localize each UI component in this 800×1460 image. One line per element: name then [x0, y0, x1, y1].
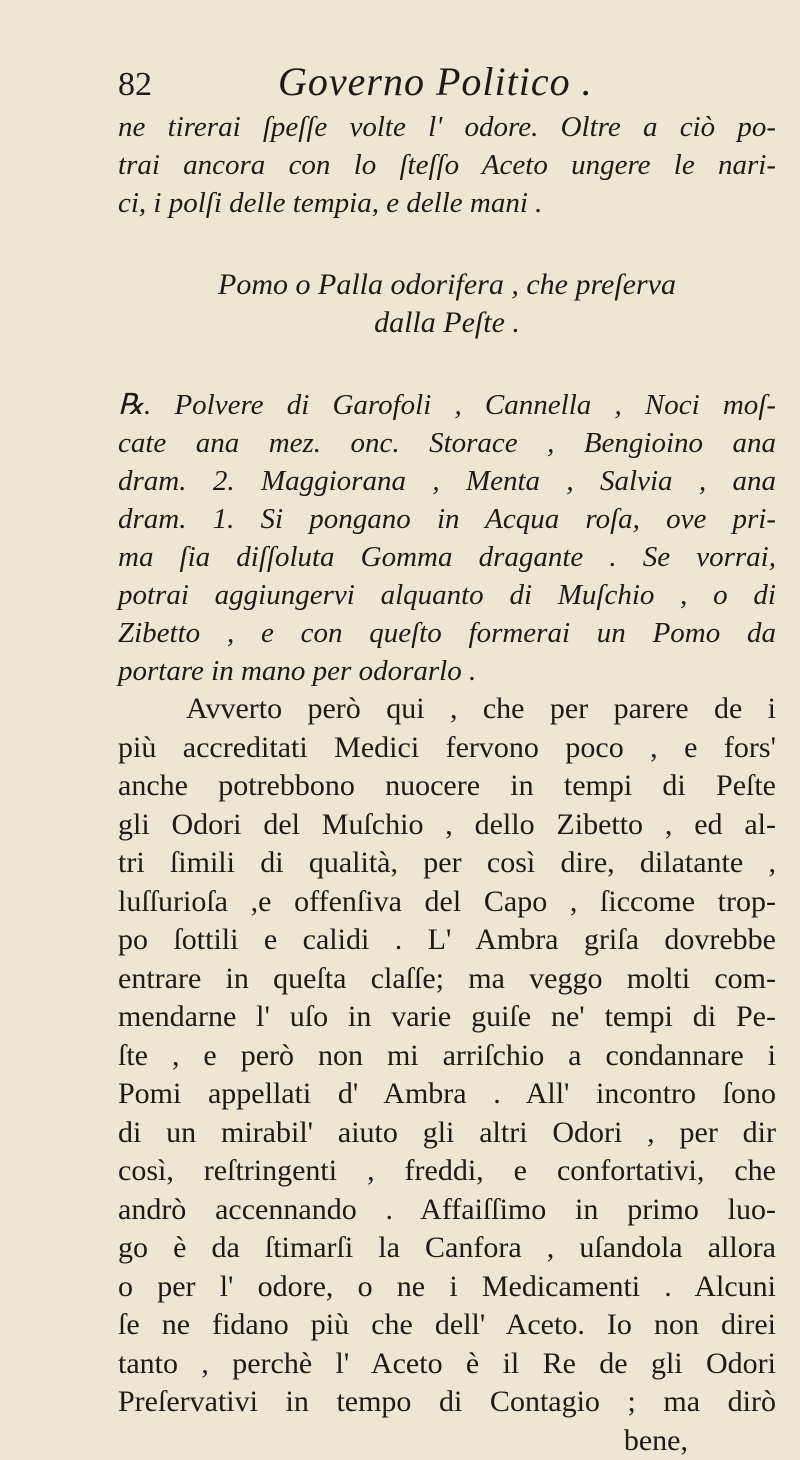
recipe-paragraph [118, 386, 776, 690]
intro-paragraph [118, 108, 776, 222]
text-line: ci, i polſi delle tempia, e delle mani . [118, 184, 776, 222]
page-number: 82 [118, 66, 268, 104]
text-line: gli Odori del Muſchio , dello Zibetto , ed al- [118, 806, 776, 845]
text-line: mendarne l' uſo in varie guiſe ne' tempi di Pe- [118, 998, 776, 1037]
section-title-line: dalla Peſte . [118, 304, 776, 342]
text-line: potrai aggiungervi alquanto di Muſchio , o di [118, 576, 776, 614]
text-line: entrare in queſta claſſe; ma veggo molti com- [118, 960, 776, 999]
text-line: ne tirerai ſpeſſe volte l' odore. Oltre a ciò po- [118, 108, 776, 146]
section-title-line: Pomo o Palla odorifera , che preſerva [118, 266, 776, 304]
text-line: ℞. Polvere di Garofoli , Cannella , Noci moſ- [118, 386, 776, 424]
text-line: go è da ſtimarſi la Canfora , uſandola allora [118, 1229, 776, 1268]
text-line: anche potrebbono nuocere in tempi di Peſte [118, 767, 776, 806]
page-header [118, 58, 776, 108]
text-line: luſſurioſa ,e offenſiva del Capo , ſiccome trop- [118, 883, 776, 922]
text-line: trai ancora con lo ſteſſo Aceto ungere le nari- [118, 146, 776, 184]
text-line: dram. 2. Maggiorana , Menta , Salvia , ana [118, 462, 776, 500]
text-line: ſe ne fidano più che dell' Aceto. Io non direi [118, 1306, 776, 1345]
text-line: ſte , e però non mi arriſchio a condannare i [118, 1037, 776, 1076]
text-line: dram. 1. Si pongano in Acqua roſa, ove pri- [118, 500, 776, 538]
text-line: tanto , perchè l' Aceto è il Re de gli Odori [118, 1345, 776, 1384]
text-line: Pomi appellati d' Ambra . All' incontro ſono [118, 1075, 776, 1114]
text-line: Preſervativi in tempo di Contagio ; ma dirò [118, 1383, 776, 1422]
text-line: po ſottili e calidi . L' Ambra griſa dovrebbe [118, 921, 776, 960]
running-title: Governo Politico . [268, 58, 776, 105]
text-line: andrò accennando . Affaiſſimo in primo luo- [118, 1191, 776, 1230]
text-line: tri ſimili di qualità, per così dire, dilatante , [118, 844, 776, 883]
text-line: Zibetto , e con queſto formerai un Pomo da [118, 614, 776, 652]
section-title [118, 266, 776, 342]
text-line: Avverto però qui , che per parere de i [118, 690, 776, 729]
text-line: ma ſia diſſoluta Gomma dragante . Se vorrai, [118, 538, 776, 576]
text-line: cate ana mez. onc. Storace , Bengioino ana [118, 424, 776, 462]
text-line: più accreditati Medici fervono poco , e fors' [118, 729, 776, 768]
text-line: portare in mano per odorarlo . [118, 652, 776, 690]
text-line: di un mirabil' aiuto gli altri Odori , per dir [118, 1114, 776, 1153]
body-paragraph [118, 690, 776, 1460]
text-line: o per l' odore, o ne i Medicamenti . Alcuni [118, 1268, 776, 1307]
catchword: bene, [118, 1422, 776, 1460]
text-line: così, reſtringenti , freddi, e confortativi, che [118, 1152, 776, 1191]
